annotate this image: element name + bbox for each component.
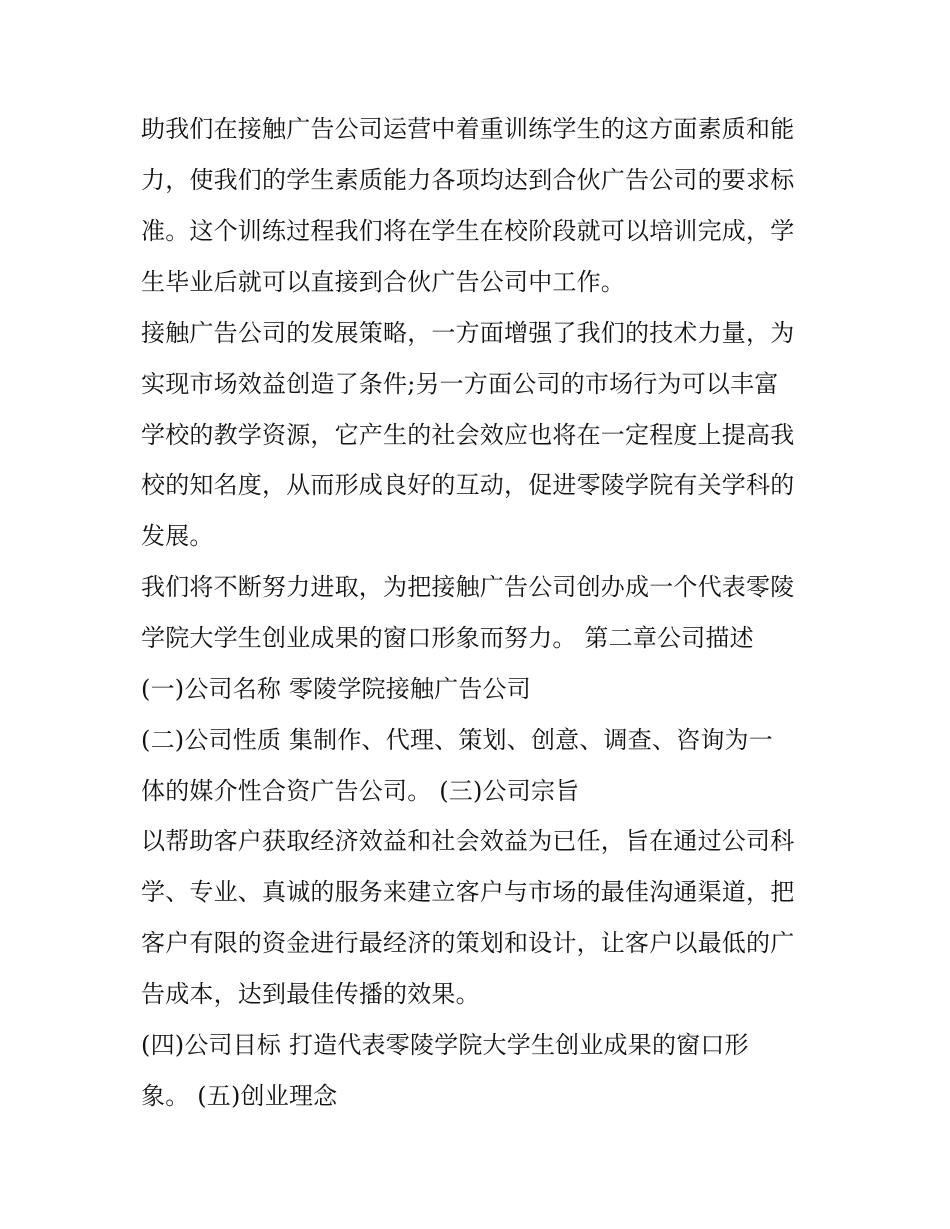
text-line: (二)公司性质 集制作、代理、策划、创意、调查、咨询为一 xyxy=(141,726,773,754)
text-line: 我们将不断努力进取，为把接触广告公司创办成一个代表零陵 xyxy=(141,573,795,601)
text-line: 发展。 xyxy=(141,522,214,550)
text-line: 接触广告公司的发展策略，一方面增强了我们的技术力量，为 xyxy=(141,319,795,347)
text-line: 准。这个训练过程我们将在学生在校阶段就可以培训完成，学 xyxy=(141,217,795,245)
text-line: 告成本，达到最佳传播的效果。 xyxy=(141,980,480,1008)
text-line: 以帮助客户获取经济效益和社会效益为已任，旨在通过公司科 xyxy=(141,827,795,855)
text-line: 体的媒介性合资广告公司。 (三)公司宗旨 xyxy=(141,777,580,805)
text-line: (一)公司名称 零陵学院接触广告公司 xyxy=(141,675,531,703)
text-line: 助我们在接触广告公司运营中着重训练学生的这方面素质和能 xyxy=(141,115,795,143)
text-line: 校的知名度，从而形成良好的互动，促进零陵学院有关学科的 xyxy=(141,471,795,499)
text-line: 学、专业、真诚的服务来建立客户与市场的最佳沟通渠道，把 xyxy=(141,878,795,906)
text-line: 力，使我们的学生素质能力各项均达到合伙广告公司的要求标 xyxy=(141,166,795,194)
text-line: 客户有限的资金进行最经济的策划和设计，让客户以最低的广 xyxy=(141,929,795,957)
text-line: (四)公司目标 打造代表零陵学院大学生创业成果的窗口形 xyxy=(141,1031,749,1059)
text-line: 象。 (五)创业理念 xyxy=(141,1082,338,1110)
text-line: 学校的教学资源，它产生的社会效应也将在一定程度上提高我 xyxy=(141,421,795,449)
text-line: 学院大学生创业成果的窗口形象而努力。 第二章公司描述 xyxy=(141,624,754,652)
text-line: 生毕业后就可以直接到合伙广告公司中工作。 xyxy=(141,268,625,296)
text-line: 实现市场效益创造了条件;另一方面公司的市场行为可以丰富 xyxy=(141,370,779,398)
